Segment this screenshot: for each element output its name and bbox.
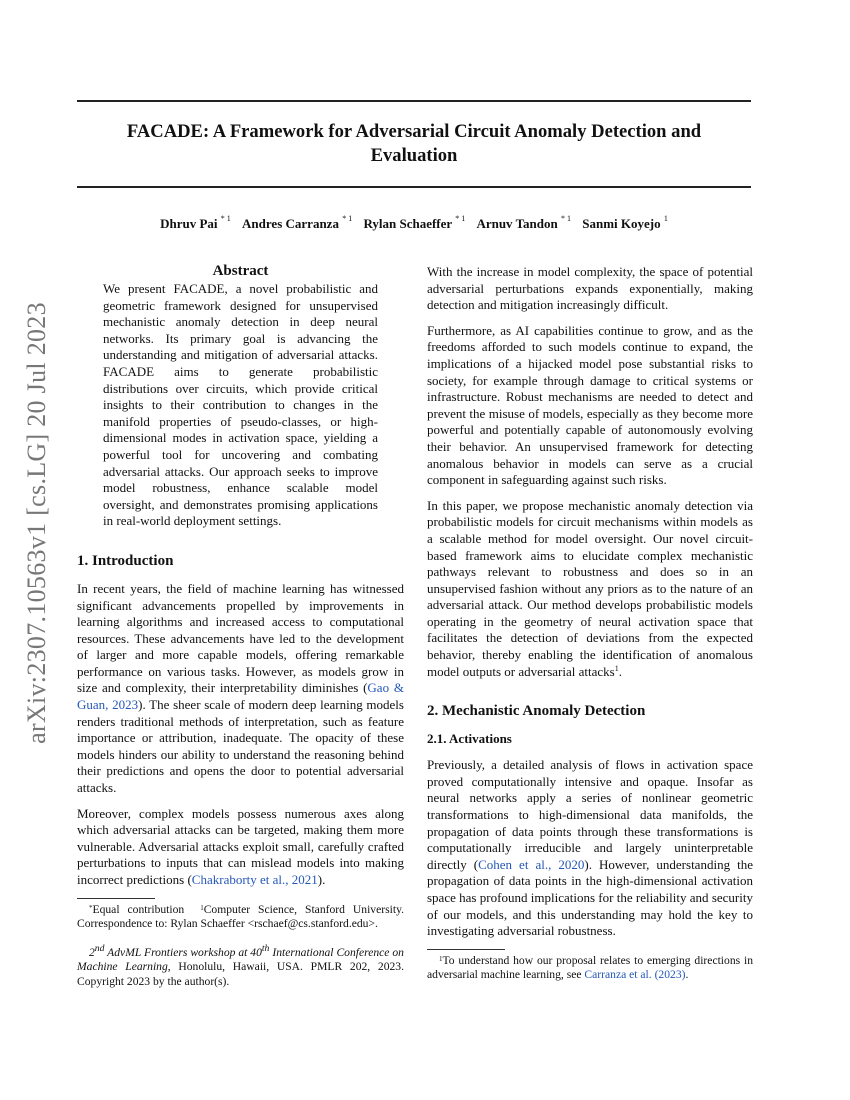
- author: [160, 216, 231, 232]
- paragraph-text: In recent years, the field of machine learning has witnessed significant advancements propelled by improvements in learning algorithms and increased access to computational resources. These advancements have led to the development of larger and more capable models, offering remarkable performance on various tasks. However, as models grow in size and complexity, their interpretability diminishes (: [77, 580, 404, 696]
- copyright-note: , Honolulu, Hawaii, USA. PMLR 202, 2023. Copyright 2023 by the author(s).: [77, 960, 404, 988]
- title-rule-bottom: [77, 186, 751, 188]
- subsection-2-1-heading: 2.1. Activations: [427, 731, 512, 747]
- author: [582, 216, 668, 232]
- paragraph-text: Moreover, complex models possess numerous axes along which adversarial attacks can be targeted, making them more vulnerable. Adversarial attacks exploit small, carefully crafted perturbations to inputs that can mislead models into making incorrect predictions (: [77, 805, 404, 887]
- paragraph-text: Previously, a detailed analysis of flows in activation space proved computationally intensive and opaque. Insofar as neural networks apply a series of nonlinear geometric transformations to high-dimensional data manifolds, the propagation of data points through these transformations is computationally irreducible and largely uninterpretable directly (: [427, 757, 753, 872]
- paper-title: [77, 120, 751, 168]
- paragraph-text: In this paper, we propose mechanistic anomaly detection via probabilistic models for circuit mechanisms within models as a scalable method for model oversight. Our novel circuit-based framework aims to elucidate complex mechanistic pathways relevant to robustness and does so in an unsupervised fashion without any priors as to the nature of an adversarial attack. Our method develops probabilistic models operating in the geometry of neural activation space that facilitates the detection of deviations from the expected behavior, thereby enabling the identification of anomalous model outputs or adversarial attacks: [427, 497, 753, 679]
- workshop-name: AdvML Frontiers workshop at: [107, 945, 251, 959]
- citation-link[interactable]: Gao & Guan, 2023: [77, 680, 404, 713]
- section-2-paragraph-1: [427, 757, 753, 940]
- workshop-note: [77, 942, 404, 990]
- author-marks: * 1: [561, 214, 571, 223]
- footnote-mark: *: [89, 903, 93, 912]
- citation-link[interactable]: Chakraborty et al., 2021: [191, 872, 318, 887]
- introduction-heading: 1. Introduction: [77, 552, 174, 569]
- introduction-paragraph-2: [77, 806, 404, 889]
- author-name: Dhruv Pai: [160, 216, 218, 231]
- footnote-1: [427, 954, 753, 983]
- introduction-paragraph-4: Furthermore, as AI capabilities continue to grow, and as the freedoms afforded to such models continue to expand, the implications of a hijacked model pose substantial risks to society, for example through damage to critical systems or infrastructure. Robust mechanisms are needed to detect and prevent the misuse of models, especially as they become more powerful and potentially capable of autonomously evolving their behavior. An unsupervised framework for detecting anomalous behavior in models can serve as a crucial component in safeguarding against such risks.: [427, 322, 753, 488]
- arxiv-sidebar: [0, 0, 60, 1100]
- footnote-rule: [427, 949, 505, 950]
- footnote-mark: 1: [200, 903, 204, 912]
- footnote-text: To understand how our proposal relates to emerging directions in adversarial machine learning, see: [427, 953, 753, 982]
- left-column: [77, 262, 404, 989]
- paragraph-text: ). However, understanding the propagation of data points in the high-dimensional activation space has profound implications for the reliability and security of our models, and this understanding may hold the key to investigating adversarial robustness.: [427, 856, 753, 939]
- footnote-text: .: [685, 968, 689, 982]
- author-name: Andres Carranza: [242, 216, 339, 231]
- author: [363, 216, 465, 232]
- paragraph-text: .: [618, 663, 622, 679]
- author-marks: * 1: [455, 214, 466, 223]
- author-name: Sanmi Koyejo: [582, 216, 661, 231]
- right-column: [427, 264, 753, 983]
- author-name: Rylan Schaeffer: [363, 216, 452, 231]
- citation-link[interactable]: Carranza et al. (2023): [584, 968, 686, 982]
- paper-title-line-1: FACADE: A Framework for Adversarial Circuit Anomaly Detection and: [126, 121, 702, 142]
- abstract-text: We present FACADE, a novel probabilistic and geometric framework designed for unsupervised mechanistic anomaly detection in deep neural networks. Its primary goal is advancing the understanding and mitigation of adversarial attacks. FACADE aims to generate probabilistic distributions over circuits, which provide critical insights to their contribution to changes in the manifold properties of pseudo-classes, or high-dimensional modes in activation space, yielding a powerful tool for uncovering and combating adversarial attacks. Our approach seeks to improve model robustness, enhance scalable model oversight, and demonstrates promising applications in real-world deployment settings.: [103, 281, 378, 529]
- author-list: [77, 216, 751, 232]
- author-marks: * 1: [220, 214, 231, 223]
- introduction-paragraph-1: [77, 581, 404, 797]
- affiliation-note: Computer Science, Stanford University. Correspondence to: Rylan Schaeffer <rschaef@cs.stanford.edu>.: [77, 902, 405, 931]
- author-marks: * 1: [342, 214, 353, 223]
- paper-title-line-2: Evaluation: [370, 145, 458, 166]
- introduction-paragraph-5: [427, 498, 753, 681]
- footnote-mark: 1: [439, 954, 443, 963]
- workshop-ordinal: 2: [89, 945, 95, 959]
- arxiv-identifier: arXiv:2307.10563v1 [cs.LG] 20 Jul 2023: [22, 302, 51, 744]
- author: [242, 216, 352, 232]
- introduction-paragraph-3: With the increase in model complexity, the space of potential adversarial perturbations expands exponentially, making detection and mitigation increasingly difficult.: [427, 264, 753, 313]
- workshop-ordinal-suffix: nd: [94, 942, 105, 954]
- author-name: Arnuv Tandon: [476, 216, 558, 231]
- section-2-heading: 2. Mechanistic Anomaly Detection: [427, 703, 646, 720]
- workshop-number: 40: [250, 945, 262, 959]
- title-rule-top: [77, 100, 751, 102]
- author: [476, 216, 571, 232]
- affiliation-footnote: [77, 903, 404, 932]
- abstract-heading: Abstract: [212, 263, 269, 279]
- citation-link[interactable]: Cohen et al., 2020: [478, 856, 585, 872]
- conference-name: International Conference on Machine Learning: [77, 945, 404, 974]
- paragraph-text: ). The sheer scale of modern deep learning models renders traditional methods of interpretation, such as feature importance or attribution, inadequate. The opacity of these models hinders our ability to understand the reasoning behind their predictions and opens the door to potential adversarial attacks.: [77, 697, 404, 796]
- workshop-number-suffix: th: [261, 942, 270, 954]
- paragraph-text: ).: [317, 872, 326, 887]
- footnote-ref[interactable]: 1: [614, 663, 619, 673]
- footnote-rule: [77, 898, 155, 899]
- contribution-note: Equal contribution: [92, 902, 185, 916]
- author-marks: 1: [663, 214, 668, 223]
